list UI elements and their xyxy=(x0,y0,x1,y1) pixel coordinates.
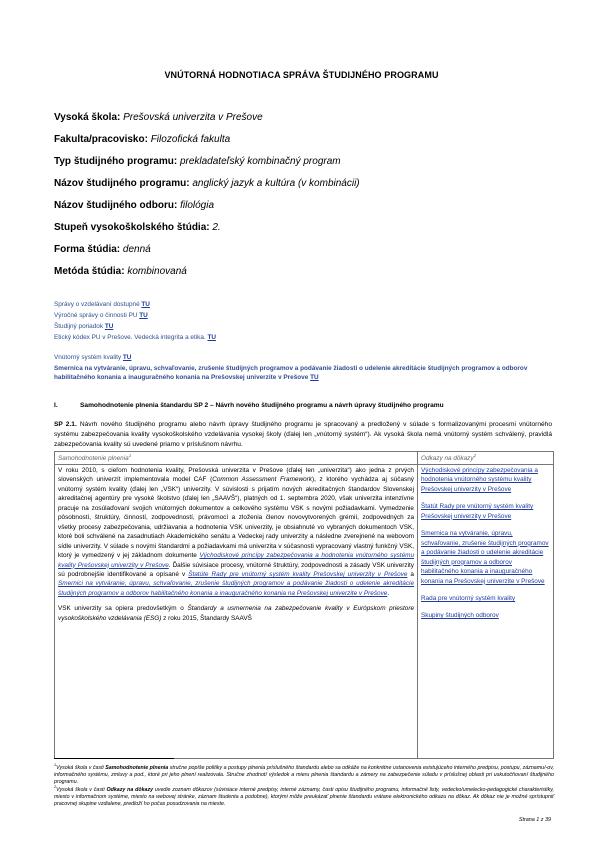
text-run: . Ďalšie súvisiace procesy, vnútorné štruktúry, zodpovednosti a zásady VSK univerzity sú podrobnejšie identifikované a opísané v xyxy=(58,561,414,578)
vsk-link[interactable]: TU xyxy=(122,354,132,361)
text-run: Štandardy a usmernenia na zabezpečovanie kvality v Európskom priestore vysokoškolského vzdelávania (ESG) xyxy=(58,605,414,622)
meta-label: Názov študijného programu: xyxy=(54,178,193,189)
text-run: V roku 2010, s cieľom hodnotenia kvality, Prešovská univerzita v Prešove (ďalej len „univerzita“) ako jedna z prvých slovenských univerzít implementovala model CAF ( xyxy=(58,467,414,484)
header-label: Samohodnotenie plnenia xyxy=(58,455,129,463)
text-run: Odkazy na dôkazy xyxy=(106,786,154,793)
meta-study-method xyxy=(54,266,187,277)
footnote-number: 1 xyxy=(54,763,57,767)
statute-link[interactable]: Štatúte Rady pre vnútorný systém kvality Prešovskej univerzity v Prešove xyxy=(188,570,408,578)
table-row xyxy=(55,465,554,759)
text-run: . xyxy=(387,589,390,597)
study-rules-link[interactable]: TU xyxy=(104,323,114,330)
paragraph xyxy=(58,604,414,623)
section-heading xyxy=(54,402,444,409)
link-caption: Etický kódex PU v Prešove. Vedecká integrita a etika. xyxy=(54,334,208,341)
link-caption: Vnútorný systém kvality xyxy=(54,354,123,361)
evidence-cell xyxy=(418,465,554,759)
meta-study-form xyxy=(54,244,151,255)
footnote-ref: 2 xyxy=(473,453,477,458)
ethics-code-line xyxy=(54,334,216,341)
meta-label: Typ študijného programu: xyxy=(54,156,180,167)
meta-degree-level xyxy=(54,222,221,233)
meta-value: Prešovská univerzita v Prešove xyxy=(123,112,263,123)
page-number: Strana 1 z 39 xyxy=(518,817,551,823)
text-run: ), z ktorého vychádza aj súčasný vnútorný systém kvality (ďalej len „VSK“) univerzity. V súvislosti s prijatím nových akreditačných štandardov Slovenskej akreditačnej agentúry pre vysoké školstvo (ďalej len „SAAVŠ“), platných od 1. septembra 2020, však univerzita intenzívne pracuje na zosúlaďovaní svojich vnútorných dokumentov a celkového systému VSK s novými požiadavkami. Vymedzenie pôsobností, štruktúry, činností, zodpovedností, právomocí a zloženia členov novovytvorených grémií, zodpovedných za všetky procesy zabezpečovania, udržiavania a hodnotenia VSK univerzity, je obsiahnuté vo vybraných dokumentoch VSK, ktoré boli schválené na zasadnutiach Akademického senátu a Vedeckej rady univerzity a následne zverejnené na webovom sídle univerzity. V súlade s novými štandardmi a požiadavkami má univerzita v súčasnosti vypracovaný vlastný funkčný VSK, ktorý je vymedzený v jej základnom dokumente xyxy=(58,476,414,560)
meta-value: filológia xyxy=(180,200,215,211)
meta-faculty xyxy=(54,134,230,145)
annual-reports-link[interactable]: TU xyxy=(139,312,148,319)
footnote-1 xyxy=(54,762,554,786)
link-caption: Výročné správy o činnosti PU xyxy=(54,312,140,319)
meta-value: denná xyxy=(122,244,151,255)
evidence-link-principles[interactable]: Východiskové princípy zabezpečovania a hodnotenia vnútorného systému kvality Prešovskej univerzity v Prešove xyxy=(421,467,538,493)
document-title: VNÚTORNÁ HODNOTIACA SPRÁVA ŠTUDIJNÉHO PROGRAMU xyxy=(164,70,439,80)
standard-intro xyxy=(54,420,552,449)
text-run: uvedie zoznam dôkazov (súvisiace interné predpisy, interné záznamy, časti opisu študijného programu, informačné listy, vedecko/umelecko-pedagogické charakteristiky, miesto v informačnom systéme, miesto na webovej stránke, záznam študenta a podobne), ktorými môže preukázať plnenie štandardu vrátane elektronického odkazu na dôkaz. Ak dôkaz nie je možné sprístupniť pracovnej skupine vzdialene, predloží ho počas posudzovania na mieste. xyxy=(54,786,554,808)
meta-university xyxy=(54,112,263,123)
footnote-number: 2 xyxy=(54,785,57,789)
text-run: Common Assessment Framework xyxy=(212,476,312,484)
meta-value: anglický jazyk a kultúra (v kombinácii) xyxy=(192,178,360,189)
principles-link[interactable]: Východiskové princípy zabezpečovania a hodnotenia vnútorného systému kvality Prešovskej univerzity v Prešove xyxy=(58,552,414,569)
ethics-code-link[interactable]: TU xyxy=(207,334,216,341)
footnote-ref: 1 xyxy=(128,453,132,458)
header-label: Odkazy na dôkazy xyxy=(421,455,474,463)
section-title: Samohodnotenie plnenia štandardu SP 2 – Návrh nového študijného programu a návrh úpravy študijného programu xyxy=(80,402,444,409)
meta-label: Vysoká škola: xyxy=(54,112,124,123)
self-assessment-table xyxy=(54,451,554,759)
meta-label: Názov študijného odboru: xyxy=(54,200,181,211)
meta-label: Forma štúdia: xyxy=(54,244,123,255)
vsk-line xyxy=(54,354,131,361)
standard-text: Návrh nového študijného programu alebo návrh úpravy študijného programu je spracovaný a predložený v súlade s formalizovanými procesmi vnútorného systému zabezpečovania kvality vysokoškolského vzdelávania vysokej školy (ďalej len „vnútorný systém“). Ak vysoká škola nemá vnútorný systém schválený, pravidlá zabezpečovania kvality sú uvedené priamo v príslušnom návrhu. xyxy=(54,421,552,448)
header-self-assessment xyxy=(55,452,418,465)
footnote-divider xyxy=(54,758,174,759)
education-reports-link[interactable]: TU xyxy=(141,301,150,308)
directive-inline-link[interactable]: Smernici na vytváranie, úpravu, schvaľovanie, zrušenie študijných programov a podávanie žiadosti o udelenie akreditácie študijných programov a odborov habilitačného konania a inauguračného konania na Prešovskej univerzite v Prešove xyxy=(58,580,414,597)
self-assessment-cell xyxy=(55,465,418,759)
meta-program-type xyxy=(54,156,341,167)
meta-value: Filozofická fakulta xyxy=(150,134,231,145)
meta-value: kombinovaná xyxy=(127,266,187,277)
table-header-row xyxy=(55,452,554,465)
link-caption: Smernica na vytváranie, úpravu, schvaľovanie, zrušenie študijných programov a podávanie žiadosti o udelenie akreditácie študijných programov a odborov habilitačného konania a inauguračného konania na Prešovskej univerzite v Prešove xyxy=(54,365,528,381)
text-run: stručne popíše politiky a postupy plnenia príslušného štandardu alebo sa odkáže na konkrétne ustanovenia existujúceho interného predpisu, postupu, záznamu/-ov, informačného systému, zmluvy a pod., ktoré pri jeho plnení realizovala. Stručne zhodnotí výsledok a mieru plnenia štandardu a zámery na zabezpečenie súladu v príslušnej oblasti pri uskutočňovaní študijného programu. xyxy=(54,764,554,786)
link-caption: Správy o vzdelávaní dostupné xyxy=(54,301,142,308)
link-caption: Študijný poriadok xyxy=(54,323,105,330)
meta-label: Metóda štúdia: xyxy=(54,266,128,277)
meta-label: Stupeň vysokoškolského štúdia: xyxy=(54,222,213,233)
section-number: I. xyxy=(54,402,58,409)
directive-line xyxy=(54,364,564,382)
meta-program-name xyxy=(54,178,360,189)
text-run: Samohodnotenie plnenia xyxy=(105,764,169,771)
directive-link[interactable]: TU xyxy=(310,374,319,381)
paragraph xyxy=(58,466,414,598)
standard-code: SP 2.1. xyxy=(54,421,77,428)
evidence-link-directive[interactable]: Smernica na vytváranie, úpravu, schvaľovanie, zrušenie študijných programov a podávanie žiadosti o udelenie akreditácie študijných programov a odborov habilitačného konania a inauguračného konania na Prešovskej univerzite v Prešove xyxy=(421,530,549,585)
study-rules-line xyxy=(54,323,113,330)
text-run: VSK univerzity sa opiera predovšetkým o xyxy=(58,605,188,613)
text-run: Vysoká škola v časti xyxy=(56,786,107,793)
footnote-2 xyxy=(54,784,554,808)
meta-value: prekladateľský kombinačný program xyxy=(179,156,341,167)
annual-reports-line xyxy=(54,312,148,319)
meta-value: 2. xyxy=(212,222,221,233)
evidence-link-council[interactable]: Rada pre vnútorný systém kvality xyxy=(421,594,516,602)
evidence-link-statute[interactable]: Štatút Rady pre vnútorný systém kvality Prešovskej univerzity v Prešove xyxy=(421,503,534,520)
header-evidence xyxy=(418,452,554,465)
text-run: z roku 2015, Štandardy SAAVŠ xyxy=(161,614,252,622)
meta-field-name xyxy=(54,200,214,211)
education-reports-line xyxy=(54,301,150,308)
text-run: a xyxy=(407,570,414,578)
meta-label: Fakulta/pracovisko: xyxy=(54,134,151,145)
text-run: Vysoká škola v časti xyxy=(56,764,106,771)
evidence-link-fields[interactable]: Skupiny študijných odborov xyxy=(421,612,499,620)
